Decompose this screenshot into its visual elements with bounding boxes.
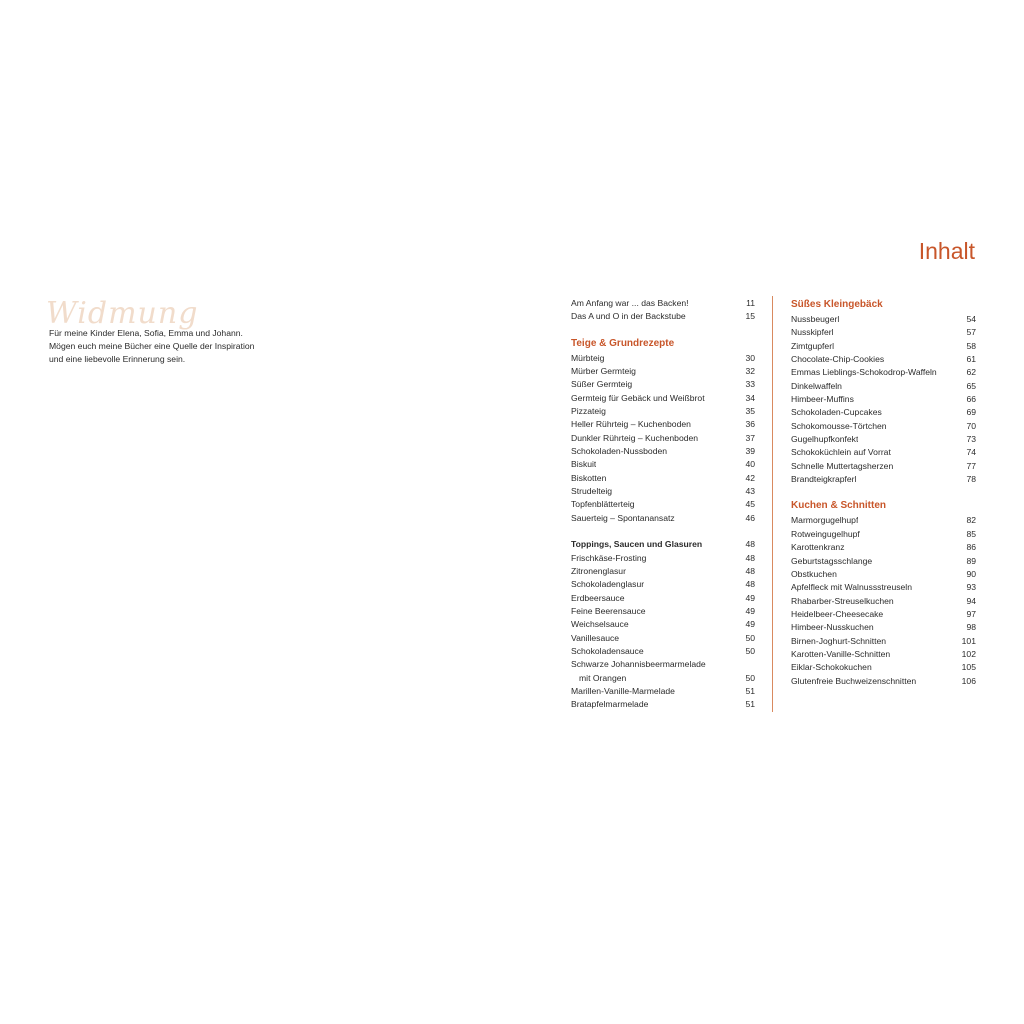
toc-entry-title: Schokomousse-Törtchen xyxy=(791,420,887,431)
toc-entry xyxy=(571,698,755,711)
toc-entry-page: 49 xyxy=(745,592,755,603)
toc-entry-title: Zimtgupferl xyxy=(791,340,834,351)
toc-entry-page: 51 xyxy=(745,699,755,710)
toc-entry-title: Pizzateig xyxy=(571,406,606,417)
toc-entry xyxy=(791,648,976,661)
toc-entry-page: 105 xyxy=(961,662,976,673)
toc-entry xyxy=(791,313,976,326)
toc-entry-title: Schokoladensauce xyxy=(571,645,644,656)
toc-entry xyxy=(791,635,976,648)
toc-entry-page: 97 xyxy=(966,608,976,619)
toc-entry-page: 42 xyxy=(745,472,755,483)
toc-entry xyxy=(791,581,976,594)
toc-entry xyxy=(571,578,755,591)
toc-entry-page: 78 xyxy=(966,474,976,485)
toc-entry-title: Karotten-Vanille-Schnitten xyxy=(791,648,891,659)
toc-entry xyxy=(571,512,755,525)
toc-entry-page: 39 xyxy=(745,446,755,457)
toc-entry-page: 54 xyxy=(966,314,976,324)
toc-entry-page: 106 xyxy=(961,675,976,686)
toc-kleingebaeck-list xyxy=(791,313,976,486)
toc-entry-title: Schokoküchlein auf Vorrat xyxy=(791,447,891,458)
toc-entry-title: Emmas Lieblings-Schokodrop-Waffeln xyxy=(791,367,937,378)
toc-entry-page: 61 xyxy=(966,354,976,365)
toc-entry-page: 33 xyxy=(745,379,755,390)
toc-column-right xyxy=(791,297,976,688)
toc-entry-title: Am Anfang war ... das Backen! xyxy=(571,298,689,308)
toc-entry xyxy=(791,473,976,486)
section-heading-toppings-page: 48 xyxy=(745,539,755,550)
toc-entry-page: 11 xyxy=(746,298,755,308)
toc-entry xyxy=(791,675,976,688)
toc-entry xyxy=(571,645,755,658)
toc-entry-title: Himbeer-Nusskuchen xyxy=(791,622,874,633)
toc-entry-page: 62 xyxy=(966,367,976,378)
toc-entry-page: 94 xyxy=(966,595,976,606)
toc-entry xyxy=(571,352,755,365)
toc-entry-title: Biskotten xyxy=(571,472,607,483)
dedication-script-title: Widmung xyxy=(46,296,199,331)
section-heading-toppings-label: Toppings, Saucen und Glasuren xyxy=(571,539,703,550)
toc-entry xyxy=(571,378,755,391)
toc-entry xyxy=(791,621,976,634)
toc-entry-title: Marillen-Vanille-Marmelade xyxy=(571,685,675,696)
toc-entry-title: Vanillesauce xyxy=(571,632,620,643)
toc-entry-title: Karottenkranz xyxy=(791,542,845,553)
toc-entry xyxy=(791,326,976,339)
toc-entry-page: 49 xyxy=(745,605,755,616)
toc-entry-title: Weichselsauce xyxy=(571,619,629,630)
toc-entry-page: 66 xyxy=(966,394,976,405)
toc-entry xyxy=(571,392,755,405)
toc-entry-page: 37 xyxy=(745,432,755,443)
toc-entry xyxy=(571,432,755,445)
toc-entry-title: Mürbteig xyxy=(571,352,605,363)
toc-entry-title: Schnelle Muttertagsherzen xyxy=(791,460,894,471)
toc-entry xyxy=(791,353,976,366)
toc-toppings-list xyxy=(571,552,755,712)
toc-entry xyxy=(571,672,755,685)
toc-entry-page: 65 xyxy=(966,380,976,391)
toc-entry xyxy=(571,565,755,578)
section-heading-kuchen: Kuchen & Schnitten xyxy=(791,500,887,512)
toc-entry-title: Schokoladenglasur xyxy=(571,579,645,590)
toc-entry xyxy=(571,618,755,631)
toc-entry-page: 98 xyxy=(966,622,976,633)
toc-entry-title: Heller Rührteig – Kuchenboden xyxy=(571,419,691,430)
toc-entry-page: 77 xyxy=(966,460,976,471)
page-title: Inhalt xyxy=(918,238,975,264)
toc-entry xyxy=(571,605,755,618)
toc-entry xyxy=(571,365,755,378)
toc-entry xyxy=(791,514,976,527)
toc-entry-title: Erdbeersauce xyxy=(571,592,625,603)
toc-entry-page: 50 xyxy=(745,632,755,643)
toc-entry-page: 86 xyxy=(966,542,976,553)
toc-entry xyxy=(791,595,976,608)
section-heading-teige: Teige & Grundrezepte xyxy=(571,337,675,349)
toc-entry xyxy=(571,485,755,498)
toc-entry-title: Biskuit xyxy=(571,459,597,470)
toc-entry-page: 45 xyxy=(745,499,755,510)
toc-entry-page: 32 xyxy=(745,366,755,377)
toc-entry xyxy=(791,541,976,554)
toc-entry-title: Schokoladen-Nussboden xyxy=(571,446,668,457)
dedication-line: Für meine Kinder Elena, Sofia, Emma und Johann. xyxy=(49,328,243,338)
dedication-line: und eine liebevolle Erinnerung sein. xyxy=(49,354,186,365)
toc-entry xyxy=(571,405,755,418)
toc-entry-title: Rotweingugelhupf xyxy=(791,528,860,539)
toc-entry-page: 90 xyxy=(966,568,976,579)
toc-entry xyxy=(791,406,976,419)
toc-entry-title: Gugelhupfkonfekt xyxy=(791,434,859,445)
toc-entry xyxy=(791,393,976,406)
toc-entry-page: 46 xyxy=(745,512,755,523)
toc-entry-title: Germteig für Gebäck und Weißbrot xyxy=(571,392,705,403)
toc-entry-title: Dinkelwaffeln xyxy=(791,380,842,391)
toc-entry-title: Dunkler Rührteig – Kuchenboden xyxy=(571,432,699,443)
toc-entry xyxy=(571,445,755,458)
toc-entry-page: 74 xyxy=(966,447,976,458)
dedication-text xyxy=(49,327,309,367)
toc-entry-title: Nussbeugerl xyxy=(791,314,840,324)
toc-entry-page: 70 xyxy=(966,420,976,431)
toc-entry xyxy=(791,555,976,568)
toc-entry-page: 34 xyxy=(745,392,755,403)
toc-entry-page: 69 xyxy=(966,407,976,418)
toc-entry xyxy=(571,297,755,310)
toc-entry-title: Sauerteig – Spontanansatz xyxy=(571,512,675,523)
toc-entry-page: 58 xyxy=(966,340,976,351)
toc-entry-title: mit Orangen xyxy=(579,672,627,683)
toc-entry-page: 85 xyxy=(966,528,976,539)
toc-entry-title: Süßer Germteig xyxy=(571,379,633,390)
toc-entry-title: Topfenblätterteig xyxy=(571,499,635,510)
toc-entry-title: Rhabarber-Streuselkuchen xyxy=(791,595,894,606)
toc-entry-page: 35 xyxy=(745,406,755,417)
toc-entry-page: 57 xyxy=(966,327,976,338)
toc-entry-title: Zitronenglasur xyxy=(571,565,626,576)
section-heading-toppings xyxy=(571,538,755,551)
toc-entry-page: 15 xyxy=(745,311,755,322)
toc-entry-title: Himbeer-Muffins xyxy=(791,394,854,405)
toc-entry-page: 48 xyxy=(745,552,755,563)
toc-teige-list xyxy=(571,352,755,525)
column-divider xyxy=(772,296,773,712)
toc-entry xyxy=(791,380,976,393)
toc-entry xyxy=(571,552,755,565)
toc-entry xyxy=(791,528,976,541)
toc-entry-title: Schokoladen-Cupcakes xyxy=(791,407,882,418)
toc-entry xyxy=(571,472,755,485)
toc-entry-page: 82 xyxy=(966,515,976,526)
toc-entry-page: 48 xyxy=(745,579,755,590)
toc-entry xyxy=(571,685,755,698)
toc-entry xyxy=(571,418,755,431)
toc-entry-page: 49 xyxy=(745,619,755,630)
toc-intro xyxy=(571,297,755,324)
toc-entry-page: 51 xyxy=(745,685,755,696)
toc-entry xyxy=(791,568,976,581)
toc-entry-title: Frischkäse-Frosting xyxy=(571,552,647,563)
toc-entry xyxy=(791,433,976,446)
toc-entry-title: Chocolate-Chip-Cookies xyxy=(791,354,885,365)
toc-entry-title: Feine Beerensauce xyxy=(571,605,646,616)
toc-entry xyxy=(791,460,976,473)
toc-entry xyxy=(791,420,976,433)
toc-entry-title: Obstkuchen xyxy=(791,568,837,579)
toc-entry-title: Marmorgugelhupf xyxy=(791,515,859,526)
toc-column-left xyxy=(571,297,755,712)
toc-entry xyxy=(571,458,755,471)
toc-entry xyxy=(571,310,755,323)
toc-entry-title: Brandteigkrapferl xyxy=(791,474,857,485)
toc-entry-page: 93 xyxy=(966,582,976,593)
toc-entry xyxy=(571,498,755,511)
toc-entry-page: 50 xyxy=(745,645,755,656)
dedication-line: Mögen euch meine Bücher eine Quelle der Inspiration xyxy=(49,341,255,352)
toc-entry-title: Schwarze Johannisbeermarmelade xyxy=(571,659,706,670)
toc-entry-title: Nusskipferl xyxy=(791,327,834,338)
toc-entry-page: 101 xyxy=(961,635,976,646)
toc-entry-page: 40 xyxy=(745,459,755,470)
toc-entry-title: Bratapfelmarmelade xyxy=(571,699,649,710)
toc-entry-title: Strudelteig xyxy=(571,486,613,497)
toc-entry-title: Das A und O in der Backstube xyxy=(571,311,686,322)
toc-entry-title: Glutenfreie Buchweizenschnitten xyxy=(791,675,917,686)
toc-entry-title: Apfelfleck mit Walnussstreuseln xyxy=(791,582,912,593)
toc-entry-page: 48 xyxy=(745,565,755,576)
toc-entry-title: Mürber Germteig xyxy=(571,366,636,377)
toc-entry xyxy=(571,592,755,605)
toc-entry-title: Birnen-Joghurt-Schnitten xyxy=(791,635,887,646)
toc-entry xyxy=(791,661,976,674)
toc-kuchen-list xyxy=(791,514,976,687)
toc-entry-title: Heidelbeer-Cheesecake xyxy=(791,608,884,619)
toc-entry xyxy=(791,608,976,621)
toc-entry-page: 43 xyxy=(745,486,755,497)
toc-entry xyxy=(571,632,755,645)
toc-entry-page: 30 xyxy=(745,352,755,363)
toc-entry-page: 36 xyxy=(745,419,755,430)
toc-entry-page: 50 xyxy=(745,672,755,683)
toc-entry xyxy=(791,340,976,353)
toc-entry-page: 102 xyxy=(961,648,976,659)
toc-entry xyxy=(791,446,976,459)
toc-entry xyxy=(791,366,976,379)
toc-entry-title: Geburtstagsschlange xyxy=(791,555,873,566)
toc-entry-page: 73 xyxy=(966,434,976,445)
toc-entry xyxy=(571,658,755,671)
toc-entry-page: 89 xyxy=(966,555,976,566)
section-heading-kleingebaeck: Süßes Kleingebäck xyxy=(791,299,883,310)
toc-entry-title: Eiklar-Schokokuchen xyxy=(791,662,872,673)
